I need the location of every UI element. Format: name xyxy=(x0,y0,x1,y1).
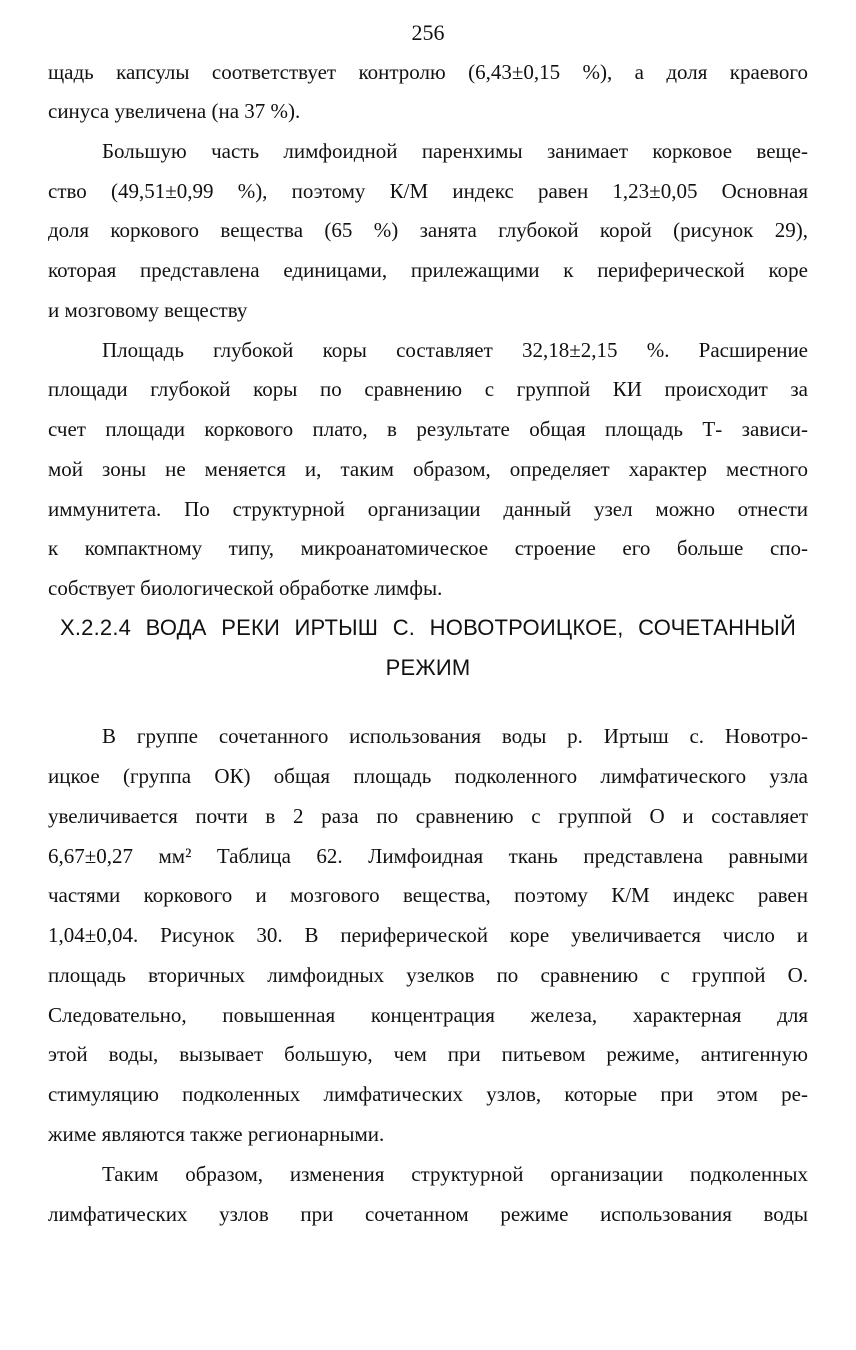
text-line: Большую часть лимфоидной паренхимы занимает корковое веще- xyxy=(102,139,808,163)
text-line: площади глубокой коры по сравнению с группой КИ происходит за xyxy=(48,377,808,401)
section-heading: X.2.2.4 ВОДА РЕКИ ИРТЫШ С. НОВОТРОИЦКОЕ, СОЧЕТАННЫЙ xyxy=(60,615,796,640)
text-line: этой воды, вызывает большую, чем при питьевом режиме, антигенную xyxy=(48,1042,808,1066)
text-line: синуса увеличена (на 37 %). xyxy=(48,99,301,123)
text-line: лимфатических узлов при сочетанном режиме использования воды xyxy=(48,1202,808,1226)
text-line: которая представлена единицами, прилежащими к периферической коре xyxy=(48,258,808,282)
text-line: ицкое (группа ОК) общая площадь подколенного лимфатического узла xyxy=(48,764,808,788)
page-number: 256 xyxy=(411,20,445,45)
text-line: увеличивается почти в 2 раза по сравнению с группой О и составляет xyxy=(48,804,808,828)
text-line: мой зоны не меняется и, таким образом, определяет характер местного xyxy=(48,457,808,481)
text-line: 6,67±0,27 мм² Таблица 62. Лимфоидная ткань представлена равными xyxy=(48,844,808,868)
text-line: Таким образом, изменения структурной организации подколенных xyxy=(102,1162,808,1186)
text-line: частями коркового и мозгового вещества, поэтому К/М индекс равен xyxy=(48,883,808,907)
text-line: ство (49,51±0,99 %), поэтому К/М индекс равен 1,23±0,05 Основная xyxy=(48,179,808,203)
text-line: 1,04±0,04. Рисунок 30. В периферической коре увеличивается число и xyxy=(48,923,808,947)
text-line: к компактному типу, микроанатомическое строение его больше спо- xyxy=(48,536,808,560)
text-line: Следовательно, повышенная концентрация железа, характерная для xyxy=(48,1003,808,1027)
text-line: В группе сочетанного использования воды р. Иртыш с. Новотро- xyxy=(102,724,808,748)
text-line: площадь вторичных лимфоидных узелков по сравнению с группой О. xyxy=(48,963,808,987)
section-heading-continued: РЕЖИМ xyxy=(385,655,471,680)
text-line: и мозговому веществу xyxy=(48,298,248,322)
text-line: собствует биологической обработке лимфы. xyxy=(48,576,443,600)
text-line: щадь капсулы соответствует контролю (6,43±0,15 %), а доля краевого xyxy=(48,60,808,84)
text-line: Площадь глубокой коры составляет 32,18±2,15 %. Расширение xyxy=(102,338,808,362)
text-line: жиме являются также регионарными. xyxy=(48,1122,385,1146)
text-line: стимуляцию подколенных лимфатических узлов, которые при этом ре- xyxy=(48,1082,808,1106)
text-line: иммунитета. По структурной организации данный узел можно отнести xyxy=(48,497,808,521)
text-line: счет площади коркового плато, в результате общая площадь Т- зависи- xyxy=(48,417,808,441)
text-line: доля коркового вещества (65 %) занята глубокой корой (рисунок 29), xyxy=(48,218,808,242)
